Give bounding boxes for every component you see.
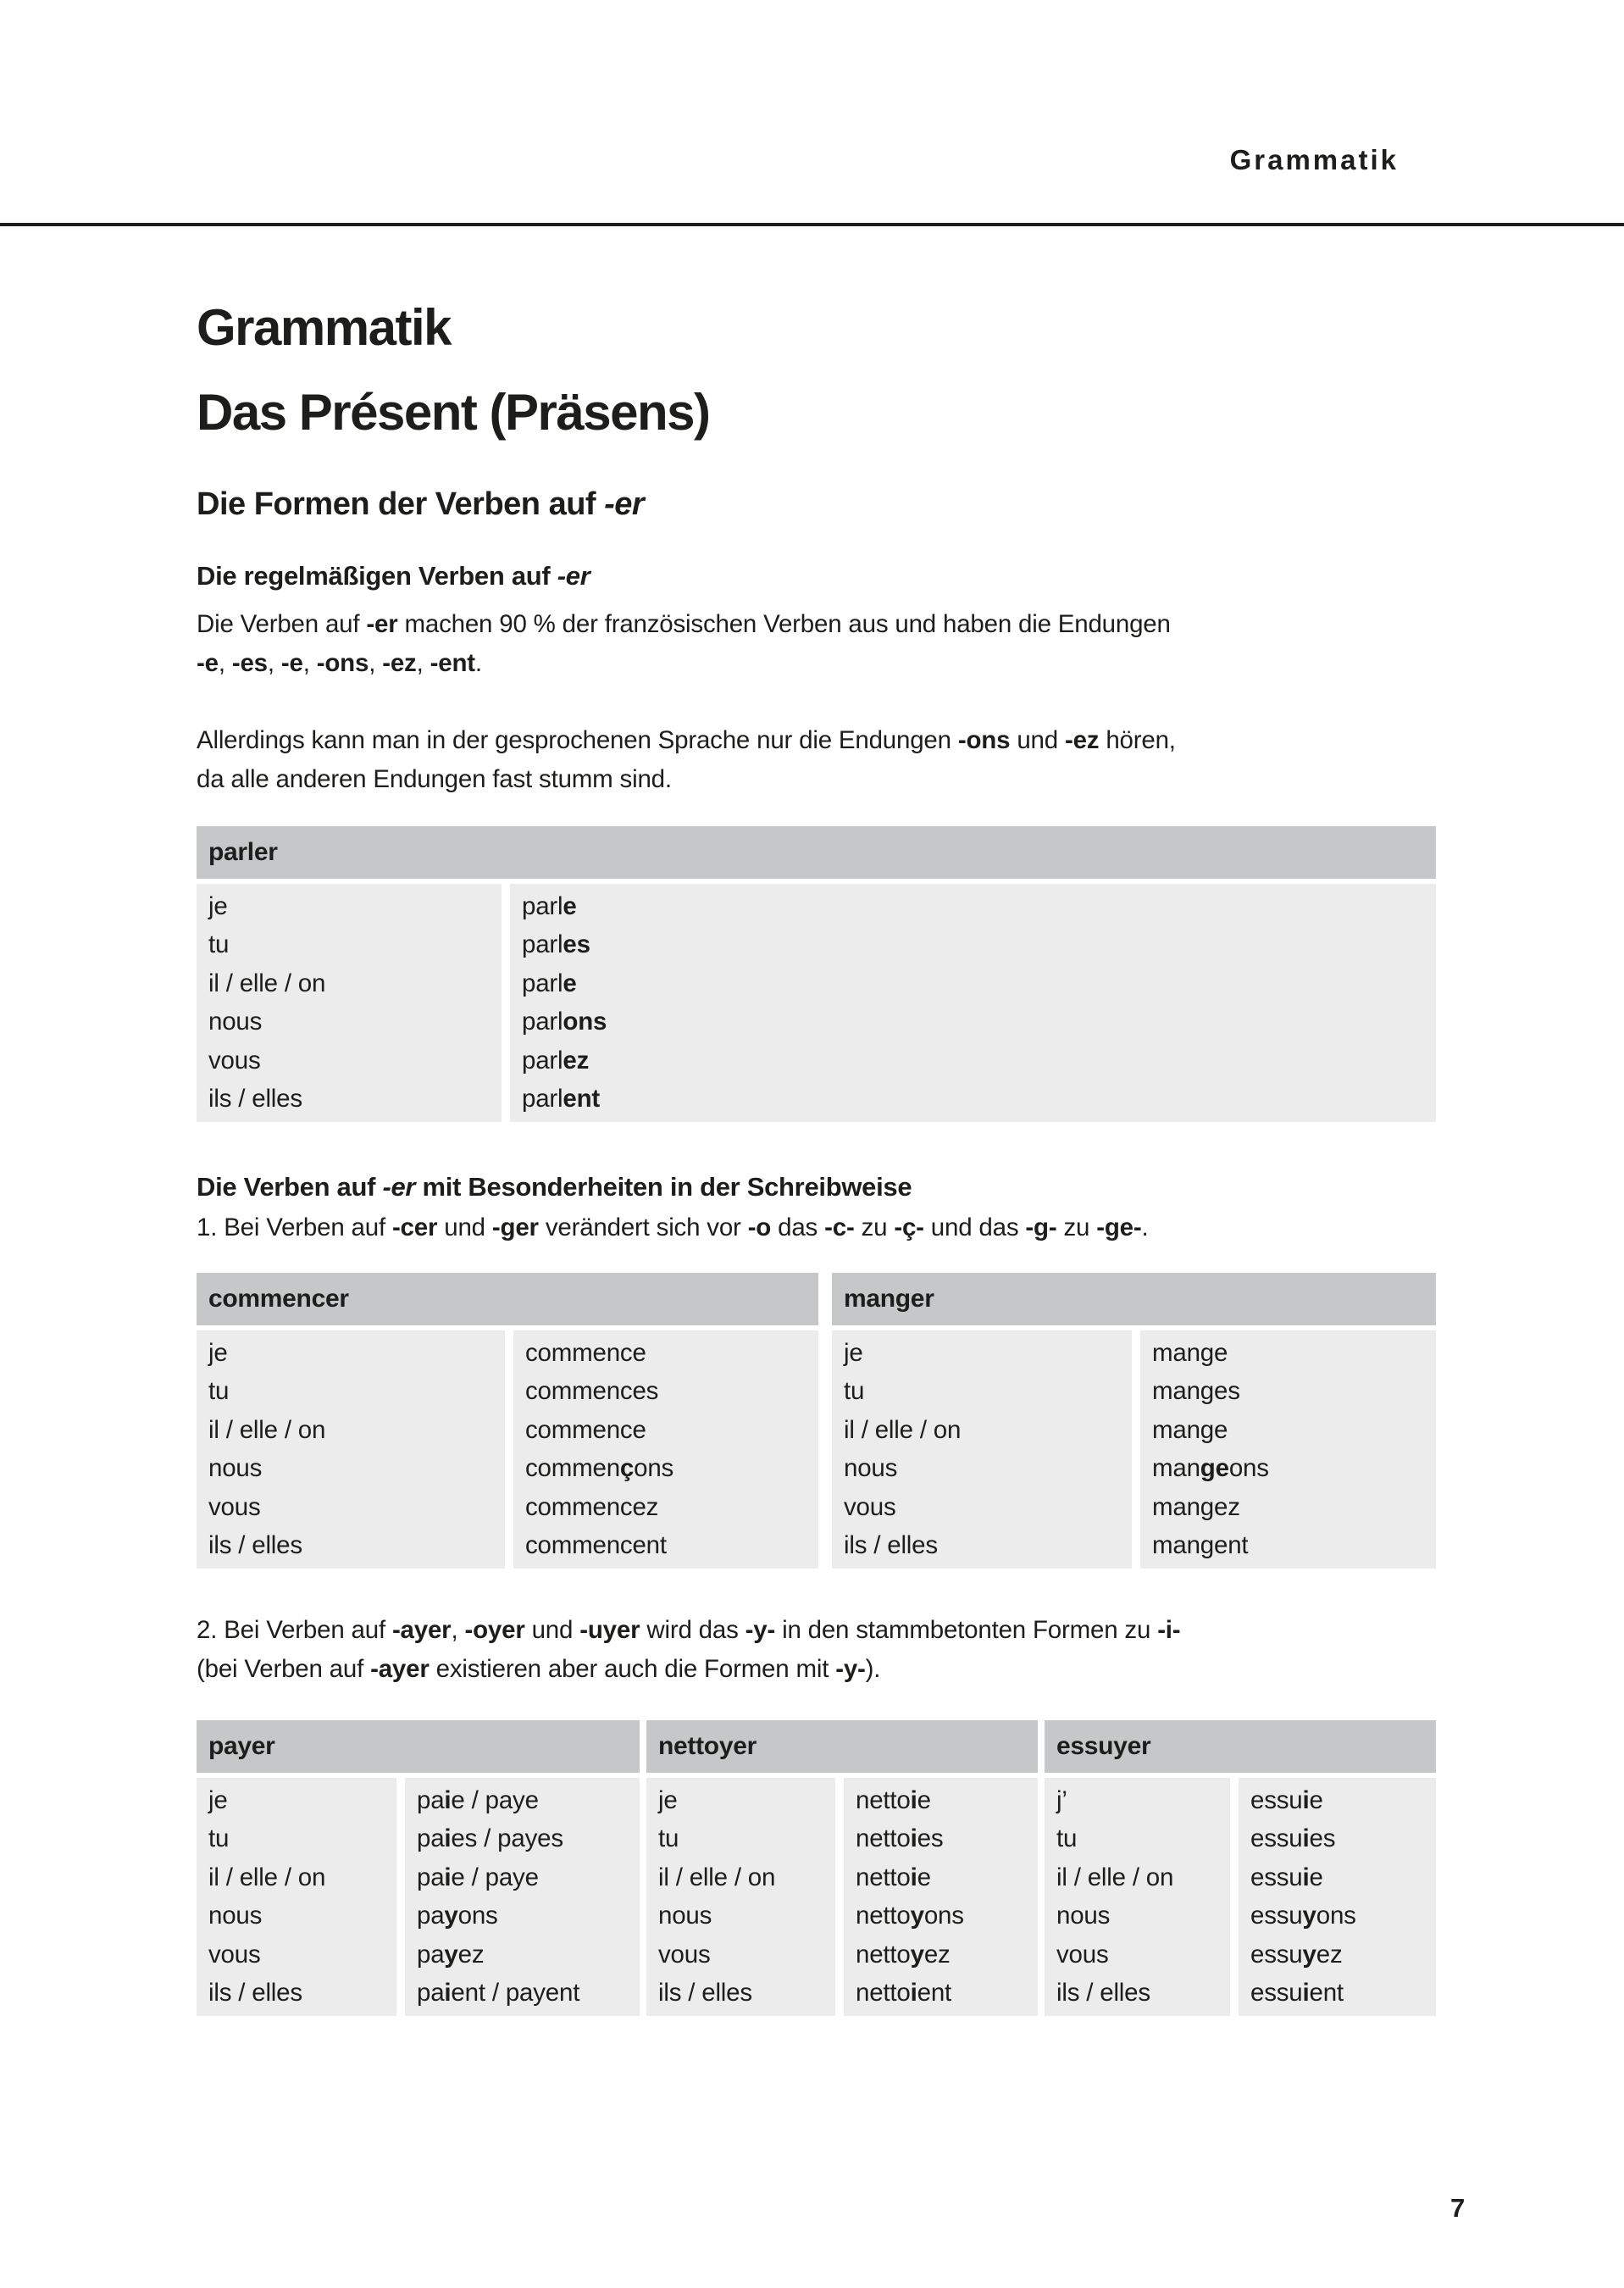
form-column (1140, 1330, 1436, 1569)
person-column (197, 884, 502, 1122)
person-column (646, 1778, 835, 2016)
form-cell: man ge ons (1152, 1454, 1269, 1483)
form-cell: netto y ez (856, 1940, 951, 1969)
person-cell: ils / elles (208, 1085, 302, 1113)
table-title-nettoyer: nettoyer (646, 1720, 1038, 1773)
form-cell: essu y ons (1250, 1902, 1356, 1930)
form-cell: netto i ent (856, 1979, 952, 2008)
person-cell: tu (208, 930, 230, 959)
paragraph-line: Allerdings kann man in der gesprochenen Sprache nur die Endungen -ons und -ez hören, (197, 726, 1176, 754)
person-column (197, 1778, 396, 2016)
person-cell: vous (208, 1940, 261, 1969)
form-cell: mangez (1152, 1492, 1240, 1521)
conjugation-table-manger (832, 1273, 1436, 1569)
person-cell: vous (1056, 1940, 1109, 1969)
person-cell: je (658, 1785, 678, 1814)
running-header: Grammatik (1229, 144, 1399, 175)
form-cell: commence (525, 1338, 646, 1367)
form-cell: commen ç ons (525, 1454, 674, 1483)
person-cell: vous (208, 1046, 261, 1075)
form-cell: mangent (1152, 1531, 1249, 1560)
person-cell: il / elle / on (208, 1415, 326, 1444)
person-cell: nous (208, 1454, 263, 1483)
conjugation-table-commencer (197, 1273, 818, 1569)
conjugation-table-payer (197, 1720, 640, 2016)
form-cell: pa i e / paye (417, 1785, 539, 1814)
page-title: Grammatik (197, 299, 451, 356)
person-cell: tu (1056, 1824, 1078, 1853)
form-cell: netto i es (856, 1824, 944, 1853)
form-cell: commence (525, 1415, 646, 1444)
form-column (405, 1778, 640, 2016)
form-cell: parl e (522, 891, 577, 920)
person-cell: je (208, 1338, 228, 1367)
person-cell: nous (1056, 1902, 1111, 1930)
paragraph-rule2 (197, 1611, 1442, 1689)
form-cell: pa i ent / payent (417, 1979, 580, 2008)
form-cell: netto y ons (856, 1902, 964, 1930)
form-cell: commencez (525, 1492, 659, 1521)
table-title-parler: parler (197, 826, 1436, 879)
person-cell: je (208, 1785, 228, 1814)
table-title-manger: manger (832, 1273, 1436, 1325)
form-cell: essu i e (1250, 1785, 1323, 1814)
form-cell: parl es (522, 930, 590, 959)
form-cell: parl ent (522, 1085, 601, 1113)
person-cell: je (208, 891, 228, 920)
form-cell: essu i ent (1250, 1979, 1344, 2008)
form-cell: mange (1152, 1338, 1228, 1367)
person-cell: vous (208, 1492, 261, 1521)
paragraph-line: da alle anderen Endungen fast stumm sind. (197, 765, 672, 793)
subsection-heading: Die regelmäßigen Verben auf -er (197, 561, 590, 591)
person-cell: nous (658, 1902, 712, 1930)
form-cell: essu i es (1250, 1824, 1336, 1853)
special-heading: Die Verben auf -er mit Besonderheiten in der Schreibweise (197, 1172, 912, 1202)
table-row-cer-ger (197, 1273, 1436, 1569)
person-cell: nous (844, 1454, 898, 1483)
conjugation-table-nettoyer (646, 1720, 1038, 2016)
person-cell: il / elle / on (1056, 1863, 1174, 1891)
person-cell: ils / elles (208, 1531, 302, 1560)
person-cell: tu (658, 1824, 679, 1853)
table-title-essuyer: essuyer (1045, 1720, 1436, 1773)
form-cell: mange (1152, 1415, 1228, 1444)
person-cell: il / elle / on (208, 969, 326, 997)
person-cell: ils / elles (658, 1979, 752, 2008)
section-heading: Die Formen der Verben auf -er (197, 486, 645, 522)
person-cell: vous (844, 1492, 896, 1521)
person-cell: ils / elles (208, 1979, 302, 2008)
paragraph-line: -e, -es, -e, -ons, -ez, -ent. (197, 649, 482, 677)
header-rule (0, 223, 1624, 226)
person-cell: ils / elles (844, 1531, 938, 1560)
table-title-commencer: commencer (197, 1273, 818, 1325)
person-cell: vous (658, 1940, 711, 1969)
form-column (510, 884, 1436, 1122)
person-cell: il / elle / on (208, 1863, 326, 1891)
form-cell: essu y ez (1250, 1940, 1343, 1969)
paragraph-rule1 (197, 1208, 1442, 1247)
paragraph-intro (197, 605, 1442, 683)
form-cell: netto i e (856, 1785, 931, 1814)
form-column (513, 1330, 818, 1569)
form-cell: commences (525, 1377, 659, 1406)
person-cell: il / elle / on (658, 1863, 776, 1891)
form-cell: pa y ons (417, 1902, 498, 1930)
form-cell: commencent (525, 1531, 667, 1560)
paragraph-line: (bei Verben auf -ayer existieren aber auch die Formen mit -y-). (197, 1655, 881, 1683)
form-column (1239, 1778, 1436, 2016)
table-title-payer: payer (197, 1720, 640, 1773)
person-cell: nous (208, 1008, 263, 1036)
person-column (832, 1330, 1132, 1569)
form-cell: essu i e (1250, 1863, 1323, 1891)
person-cell: j’ (1056, 1785, 1067, 1814)
form-cell: pa i e / paye (417, 1863, 539, 1891)
person-cell: je (844, 1338, 863, 1367)
conjugation-table-essuyer (1045, 1720, 1436, 2016)
form-cell: parl e (522, 969, 577, 997)
person-cell: tu (844, 1377, 865, 1406)
chapter-title: Das Présent (Präsens) (197, 384, 710, 441)
form-cell: manges (1152, 1377, 1240, 1406)
form-column (844, 1778, 1038, 2016)
person-cell: tu (208, 1824, 230, 1853)
person-cell: il / elle / on (844, 1415, 962, 1444)
person-cell: ils / elles (1056, 1979, 1150, 2008)
paragraph-line: 1. Bei Verben auf -cer und -ger verändert sich vor -o das -c- zu -ç- und das -g- zu -ge-. (197, 1213, 1149, 1241)
form-cell: pa i es / payes (417, 1824, 563, 1853)
table-row-ayer-oyer-uyer (197, 1720, 1436, 2016)
person-column (197, 1330, 505, 1569)
person-column (1045, 1778, 1230, 2016)
form-cell: netto i e (856, 1863, 931, 1891)
person-cell: nous (208, 1902, 263, 1930)
form-cell: pa y ez (417, 1940, 485, 1969)
paragraph-spoken (197, 721, 1442, 799)
form-cell: parl ons (522, 1008, 607, 1036)
paragraph-line: 2. Bei Verben auf -ayer, -oyer und -uyer wird das -y- in den stammbetonten Formen zu -i- (197, 1616, 1181, 1644)
page-number: 7 (1450, 2193, 1466, 2223)
person-cell: tu (208, 1377, 230, 1406)
paragraph-line: Die Verben auf -er machen 90 % der französischen Verben aus und haben die Endungen (197, 610, 1171, 638)
table-section-parler (197, 826, 1436, 1122)
form-cell: parl ez (522, 1046, 590, 1075)
conjugation-table-parler (197, 826, 1436, 1122)
